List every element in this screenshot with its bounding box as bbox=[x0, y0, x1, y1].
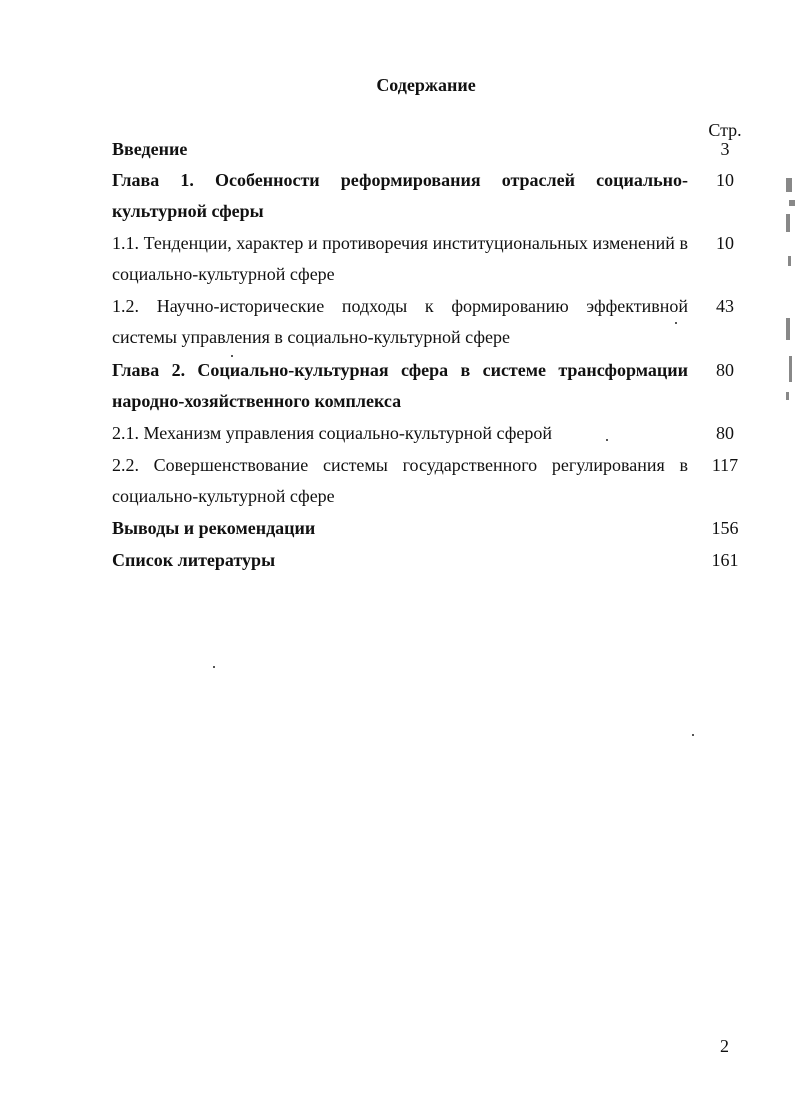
toc-entry-text: 1.2. Научно-исторические подходы к формированию эффективной системы управления в социально-культурной сфере bbox=[112, 296, 688, 347]
toc-entry-text: 2.1. Механизм управления социально-культурной сферой bbox=[112, 423, 552, 443]
toc-entry-page: 161 bbox=[711, 550, 739, 570]
scan-speck bbox=[675, 322, 677, 324]
pages-column-header: Стр. bbox=[708, 120, 742, 140]
toc-entry-text: Список литературы bbox=[112, 550, 276, 570]
scan-speck bbox=[692, 734, 694, 736]
toc-entry-page: 156 bbox=[711, 518, 739, 538]
scan-speck bbox=[213, 666, 215, 668]
page-number: 2 bbox=[720, 1036, 729, 1056]
scan-speck bbox=[231, 355, 233, 357]
page-title: Содержание bbox=[376, 75, 476, 95]
toc-entry-page: 43 bbox=[716, 296, 734, 316]
toc-entry-page: 117 bbox=[711, 455, 739, 475]
toc-entry-page: 10 bbox=[716, 170, 734, 190]
toc-entry-page: 80 bbox=[716, 360, 734, 380]
scan-margin-marks bbox=[786, 170, 798, 410]
scan-speck bbox=[606, 439, 608, 441]
toc-entry-page: 3 bbox=[720, 139, 730, 159]
toc-entry-page: 80 bbox=[716, 423, 734, 443]
toc-entry-text: Глава 1. Особенности реформирования отраслей социально-культурной сферы bbox=[112, 170, 688, 221]
toc-entry-text: 2.2. Совершенствование системы государственного регулирования в социально-культурной сфере bbox=[112, 455, 688, 506]
toc-entry-text: 1.1. Тенденции, характер и противоречия институциональных изменений в социально-культурной сфере bbox=[112, 233, 688, 284]
toc-entry-text: Введение bbox=[112, 139, 188, 159]
toc-entry-page: 10 bbox=[716, 233, 734, 253]
toc-entry-text: Глава 2. Социально-культурная сфера в системе трансформации народно-хозяйственного комплекса bbox=[112, 360, 688, 411]
toc-entry-text: Выводы и рекомендации bbox=[112, 518, 316, 538]
